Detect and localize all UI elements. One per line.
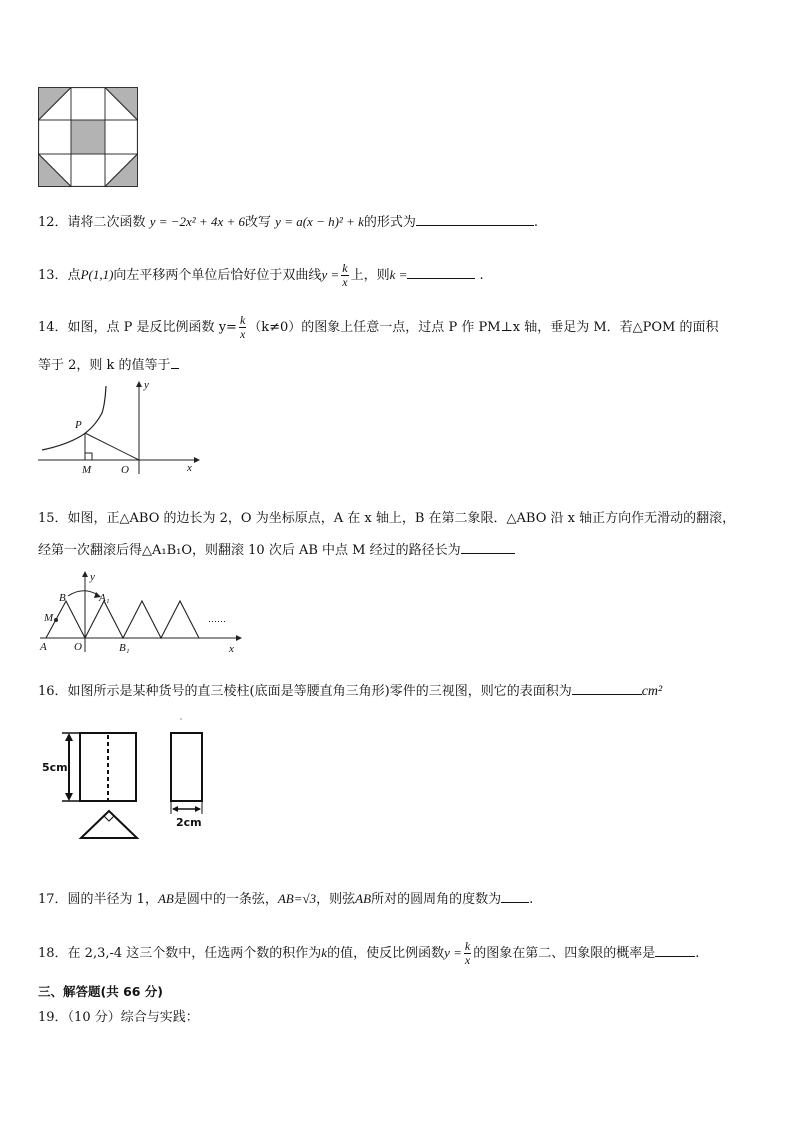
q14-hyperbola-figure bbox=[36, 378, 201, 476]
question-18: 18．在 2,3,-4 这三个数中，任选两个数的积作为k的值，使反比例函数y = $\frac{k}{x}$ 的图象在第二、四象限的概率是 . bbox=[38, 939, 700, 967]
answer-blank[interactable] bbox=[171, 354, 179, 369]
section-heading: 三、解答题(共 66 分) bbox=[38, 984, 164, 999]
point-label-b1: B₁ bbox=[119, 642, 130, 654]
point-label-o: O bbox=[74, 641, 82, 653]
axis-label-y: y bbox=[144, 379, 149, 391]
fraction-k-over-x: $\frac{k}{x}$ bbox=[239, 313, 246, 341]
question-15: 15．如图，正△ABO 的边长为 2，O 为坐标原点，A 在 x 轴上，B 在第二象限．△ABO 沿 x 轴正方向作无滑动的翻滚， bbox=[38, 511, 736, 526]
answer-blank[interactable] bbox=[416, 211, 534, 226]
answer-blank[interactable] bbox=[655, 942, 695, 957]
point-label-o: O bbox=[121, 464, 129, 476]
answer-blank[interactable] bbox=[407, 264, 475, 279]
width-label: 2cm bbox=[176, 816, 202, 829]
point-label-m: M bbox=[82, 464, 92, 476]
question-15-line2: 经第一次翻滚后得△A₁B₁O，则翻滚 10 次后 AB 中点 M 经过的路径长为 bbox=[38, 539, 515, 561]
question-12: 12．请将二次函数 y = −2x² + 4x + 6改写 y = a(x − h)² + k的形式为 . bbox=[38, 211, 538, 233]
question-14: 14．如图，点 P 是反比例函数 y= $\frac{k}{x}$ （k≠0）的图象上任意一点，过点 P 作 PM⊥x 轴，垂足为 M．若△POM 的面积 bbox=[38, 313, 719, 341]
square-pattern-figure bbox=[38, 87, 138, 187]
height-label: 5cm bbox=[42, 761, 68, 774]
answer-blank[interactable] bbox=[501, 888, 529, 903]
question-14-line2: 等于 2，则 k 的值等于 bbox=[38, 354, 179, 376]
point-label-a1: A₁ bbox=[99, 592, 110, 604]
question-13: 13．点P(1,1)向左平移两个单位后恰好位于双曲线y = $\frac{k}{x}$ 上，则k = . bbox=[38, 261, 484, 289]
q15-rolling-triangle-figure bbox=[36, 568, 246, 654]
fraction-k-over-x: $\frac{k}{x}$ bbox=[464, 939, 471, 967]
question-16: 16．如图所示是某种货号的直三棱柱(底面是等腰直角三角形)零件的三视图，则它的表面积为 cm² bbox=[38, 680, 662, 702]
point-label-b: B bbox=[59, 592, 66, 604]
continuation-dots: …… bbox=[208, 614, 226, 624]
fraction-k-over-x: $\frac{k}{x}$ bbox=[342, 261, 348, 289]
answer-blank[interactable] bbox=[461, 539, 515, 554]
question-19: 19．（10 分）综合与实践： bbox=[38, 1010, 199, 1025]
answer-blank[interactable] bbox=[572, 680, 642, 695]
axis-label-x: x bbox=[229, 643, 234, 654]
point-label-m: M bbox=[44, 612, 54, 624]
question-17: 17．圆的半径为 1，AB是圆中的一条弦，AB=√3，则弦AB所对的圆周角的度数为 . bbox=[38, 888, 533, 910]
axis-label-x: x bbox=[187, 462, 192, 474]
q16-three-views-figure bbox=[38, 716, 228, 856]
axis-label-y: y bbox=[90, 571, 95, 583]
point-label-p: P bbox=[75, 419, 82, 431]
point-label-a: A bbox=[40, 641, 47, 653]
